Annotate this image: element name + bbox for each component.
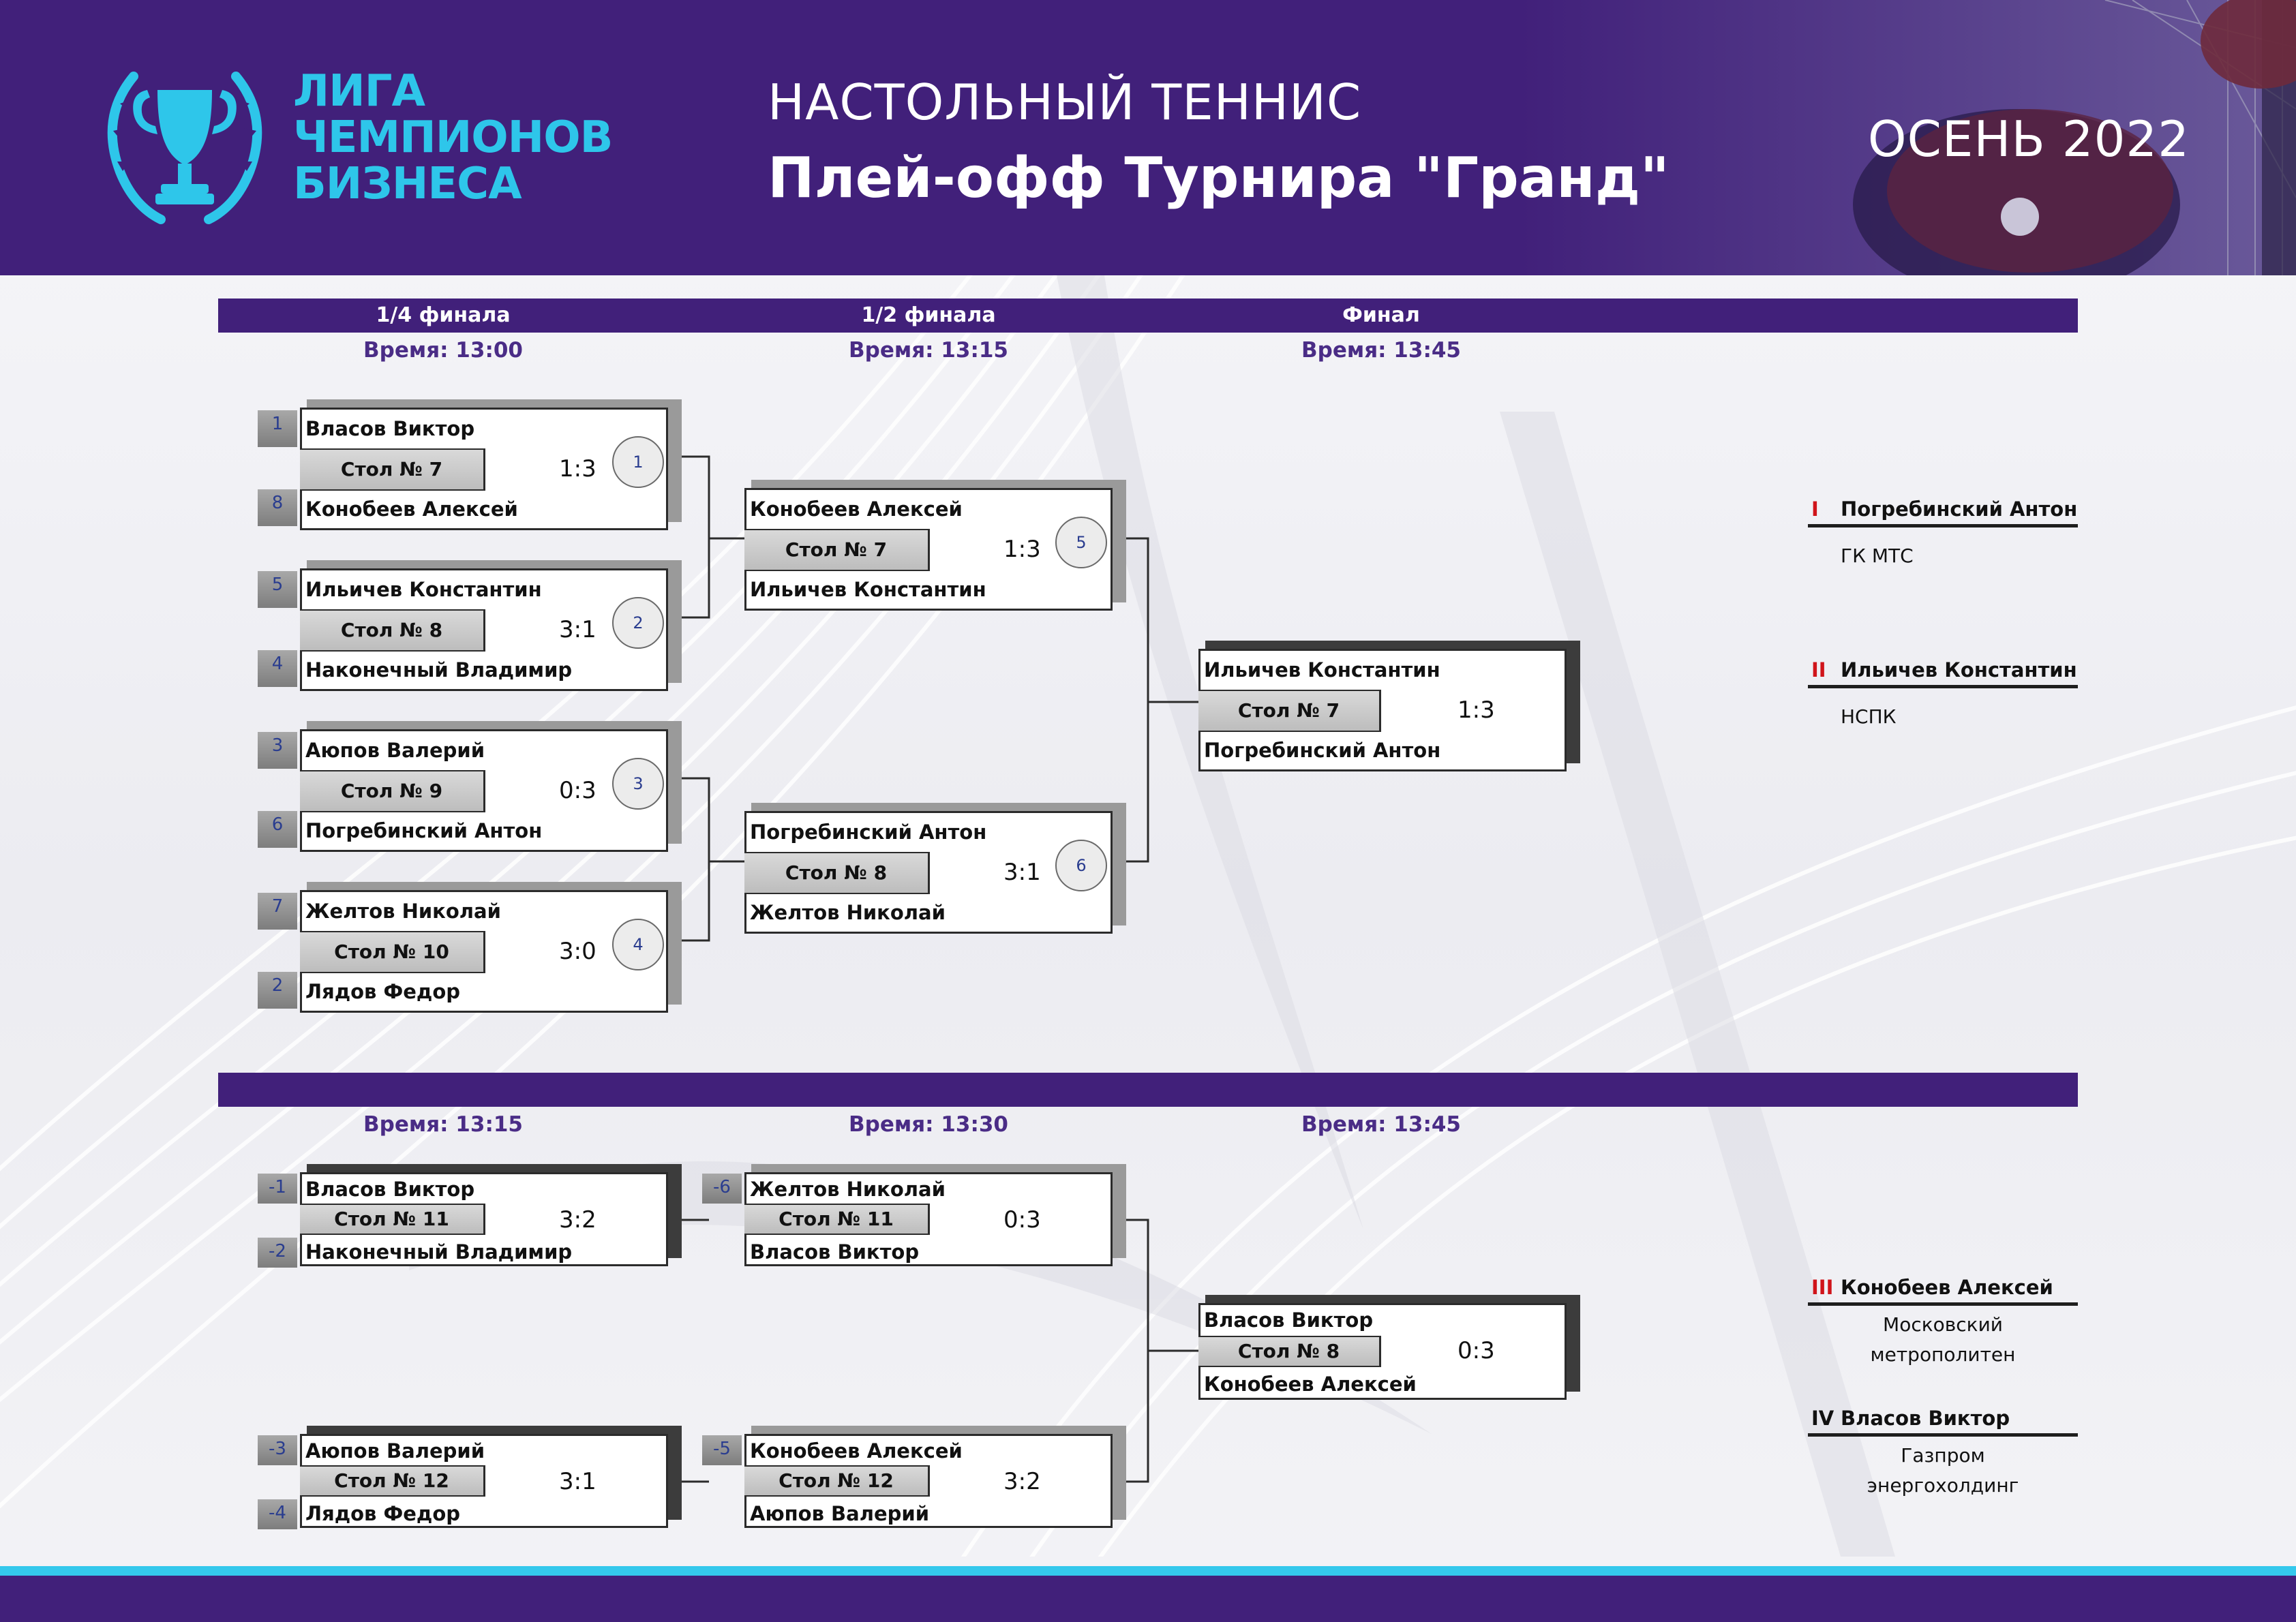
match-score: 1:3 [559,455,596,483]
player-top: Конобеев Алексей [750,498,963,521]
match-number: 2 [612,597,664,649]
match-score: 1:3 [1003,536,1041,563]
footer-accent-stripe [0,1566,2296,1576]
seed-badge: 5 [258,571,297,608]
time-semifinal: Время: 13:15 [849,338,1008,363]
player-bottom: Ильичев Константин [750,578,986,601]
table-label: Стол № 8 [744,852,930,894]
player-top: Желтов Николай [750,1178,946,1201]
table-label: Стол № 8 [1198,1336,1381,1367]
seed-badge: -6 [702,1174,742,1204]
match-score: 3:2 [559,1206,596,1234]
place-numeral: III [1811,1276,1834,1299]
player-top: Ильичев Константин [305,578,542,601]
seed-badge: 1 [258,410,297,447]
logo-text [293,68,612,207]
time-lower-round2: Время: 13:30 [849,1112,1008,1137]
lower-round-band [218,1073,2078,1107]
logo-line-1: ЛИГА [293,66,425,117]
player-bottom: Власов Виктор [750,1240,920,1264]
player-top: Власов Виктор [1204,1309,1374,1332]
place-player-name: Конобеев Алексей [1841,1276,2053,1299]
org-line: НСПК [1841,705,1897,728]
match-number: 6 [1055,840,1107,891]
match-number: 1 [612,436,664,488]
player-top: Конобеев Алексей [750,1439,963,1463]
place-numeral: I [1811,498,1819,521]
table-label: Стол № 11 [300,1204,485,1235]
org-line: ГК МТС [1841,545,1914,567]
player-top: Власов Виктор [305,417,475,440]
logo-line-3: БИЗНЕСА [293,159,522,209]
table-label: Стол № 7 [744,529,930,571]
seed-badge: -1 [258,1174,297,1204]
place-numeral: IV [1811,1407,1834,1430]
match-score: 3:1 [559,616,596,643]
match-score: 1:3 [1457,697,1495,724]
table-label: Стол № 8 [300,609,485,652]
player-bottom: Конобеев Алексей [1204,1373,1417,1396]
place-numeral: II [1811,658,1826,682]
time-final: Время: 13:45 [1301,338,1461,363]
table-label: Стол № 12 [744,1465,930,1497]
place-organization [1808,1310,2078,1370]
time-lower-final: Время: 13:45 [1301,1112,1461,1137]
player-top: Ильичев Константин [1204,658,1440,682]
season-label: ОСЕНЬ 2022 [1867,110,2190,168]
player-bottom: Погребинский Антон [1204,739,1441,762]
table-label: Стол № 11 [744,1204,930,1235]
place-player-name: Власов Виктор [1841,1407,2010,1430]
table-label: Стол № 9 [300,770,485,812]
header [0,0,2296,275]
page-title: Плей-офф Турнира "Гранд" [768,146,1670,211]
match-score: 0:3 [559,777,596,804]
place-organization [1841,541,1914,571]
seed-badge: 4 [258,650,297,687]
org-line: энергохолдинг [1867,1474,2019,1497]
match-score: 0:3 [1003,1206,1041,1234]
player-top: Власов Виктор [305,1178,475,1201]
table-label: Стол № 12 [300,1465,485,1497]
org-line: Московский [1883,1313,2003,1336]
match-score: 3:2 [1003,1468,1041,1495]
seed-badge: -3 [258,1435,297,1465]
player-bottom: Аюпов Валерий [750,1502,930,1525]
time-quarterfinal: Время: 13:00 [363,338,523,363]
match-score: 0:3 [1457,1337,1495,1364]
sport-title: НАСТОЛЬНЫЙ ТЕННИС [768,74,1362,131]
table-label: Стол № 10 [300,931,485,973]
table-label: Стол № 7 [300,448,485,491]
seed-badge: -5 [702,1435,742,1465]
player-bottom: Лядов Федор [305,1502,461,1525]
footer-bar [0,1576,2296,1622]
seed-badge: -2 [258,1238,297,1268]
seed-badge: 6 [258,811,297,848]
player-top: Аюпов Валерий [305,1439,485,1463]
round-label-quarterfinal: 1/4 финала [376,303,511,327]
trophy-logo-icon [93,49,277,226]
upper-round-band [218,299,2078,333]
player-bottom: Наконечный Владимир [305,658,573,682]
player-bottom: Лядов Федор [305,980,461,1003]
match-number: 5 [1055,517,1107,568]
match-score: 3:1 [559,1468,596,1495]
place-player-name: Погребинский Антон [1841,498,2078,521]
player-bottom: Конобеев Алексей [305,498,518,521]
round-label-semifinal: 1/2 финала [861,303,996,327]
place-organization [1808,1441,2078,1501]
time-lower-round1: Время: 13:15 [363,1112,523,1137]
player-top: Аюпов Валерий [305,739,485,762]
match-number: 3 [612,758,664,810]
match-score: 3:1 [1003,859,1041,886]
player-top: Погребинский Антон [750,821,987,844]
match-score: 3:0 [559,938,596,965]
org-line: метрополитен [1870,1343,2016,1366]
match-number: 4 [612,919,664,970]
seed-badge: 7 [258,893,297,930]
org-line: Газпром [1901,1444,1985,1467]
seed-badge: -4 [258,1499,297,1529]
seed-badge: 3 [258,732,297,769]
player-top: Желтов Николай [305,900,501,923]
table-label: Стол № 7 [1198,690,1381,732]
seed-badge: 2 [258,972,297,1009]
player-bottom: Желтов Николай [750,901,946,924]
round-label-final: Финал [1342,303,1420,327]
seed-badge: 8 [258,489,297,526]
logo-line-2: ЧЕМПИОНОВ [293,112,613,163]
place-player-name: Ильичев Константин [1841,658,2077,682]
player-bottom: Наконечный Владимир [305,1240,573,1264]
place-organization [1841,702,1897,732]
player-bottom: Погребинский Антон [305,819,543,842]
